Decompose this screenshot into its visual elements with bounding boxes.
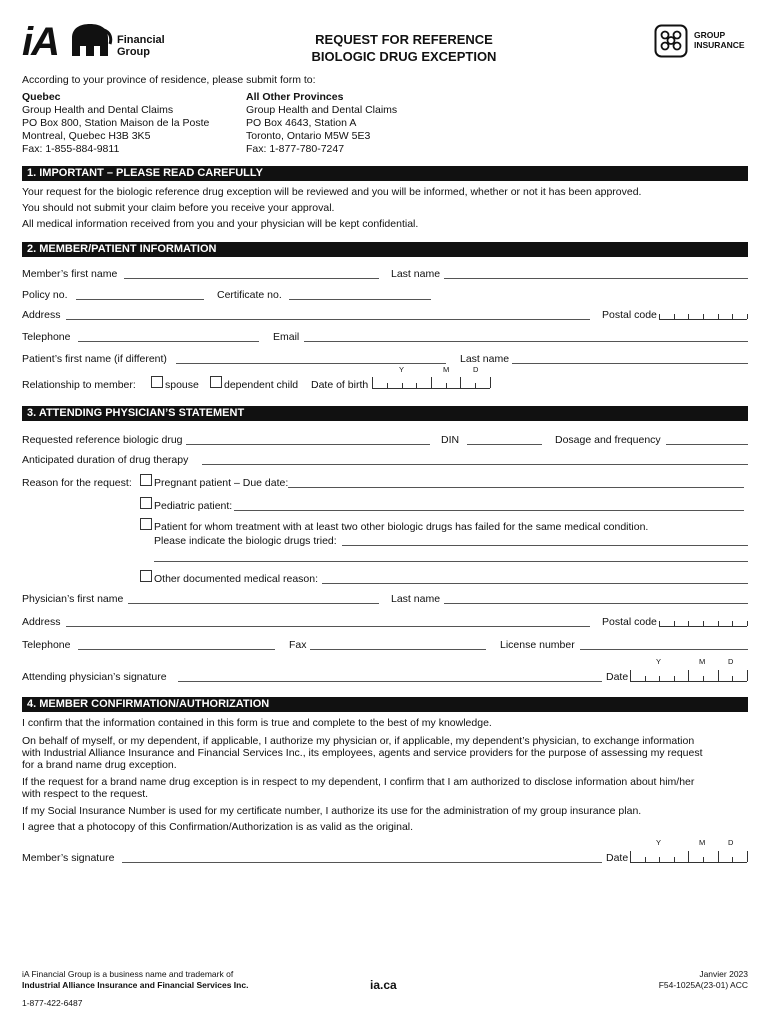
physician-postal-code-field[interactable] <box>659 626 747 627</box>
section1-paragraph-1: Your request for the biologic reference drug exception will be reviewed and you will be informed, whether or not it has been approved. <box>22 186 642 198</box>
section4-paragraph-1: I confirm that the information contained in this form is true and complete to the best of my knowledge. <box>22 717 492 729</box>
member-postal-label: Postal code <box>602 309 657 321</box>
dependent-child-checkbox[interactable] <box>210 376 222 388</box>
dob-year-label: Y <box>399 365 405 374</box>
other-reason-label: Other documented medical reason: <box>154 573 319 585</box>
member-first-name-field[interactable] <box>124 278 379 279</box>
patient-first-name-field[interactable] <box>176 363 446 364</box>
form-title-line2: BIOLOGIC DRUG EXCEPTION <box>311 49 497 64</box>
date-of-birth-label: Date of birth <box>311 379 369 391</box>
quebec-fax: Fax: 1-855-884-9811 <box>22 143 120 155</box>
member-date-day-label: D <box>728 838 734 847</box>
footer-form-code: F54-1025A(23-01) ACC <box>658 980 748 990</box>
dosage-label: Dosage and frequency <box>555 434 661 446</box>
spouse-label: spouse <box>165 379 199 391</box>
physician-first-name-field[interactable] <box>128 603 379 604</box>
member-signature-field[interactable] <box>122 862 602 863</box>
physician-signature-field[interactable] <box>178 681 602 682</box>
phys-date-day-label: D <box>728 657 734 666</box>
physician-fax-field[interactable] <box>310 649 486 650</box>
drugs-tried-field-1[interactable] <box>342 545 748 546</box>
member-telephone-field[interactable] <box>78 341 259 342</box>
member-address-field[interactable] <box>66 319 590 320</box>
pregnant-due-date-field[interactable] <box>288 487 744 488</box>
footer-trademark-line1: iA Financial Group is a business name and trademark of <box>22 969 234 979</box>
requested-drug-label: Requested reference biologic drug <box>22 434 183 446</box>
license-number-field[interactable] <box>580 649 748 650</box>
pediatric-field[interactable] <box>234 510 744 511</box>
footer-website-link[interactable]: ia.ca <box>370 978 397 992</box>
physician-date-label: Date <box>606 671 629 683</box>
section4-paragraph-2b: with Industrial Alliance Insurance and Financial Services Inc., its employees, agents and service providers for the purpose of assessing my request <box>22 747 703 759</box>
member-first-name-label: Member’s first name <box>22 268 118 280</box>
section4-paragraph-2c: for a brand name drug exception. <box>22 759 177 771</box>
logo-text-group: Group <box>117 46 150 58</box>
member-last-name-field[interactable] <box>444 278 748 279</box>
elephant-logo-icon <box>66 22 114 60</box>
din-label: DIN <box>441 434 460 446</box>
section4-header: 4. MEMBER CONFIRMATION/AUTHORIZATION <box>22 697 748 712</box>
patient-last-name-label: Last name <box>460 353 510 365</box>
other-address-line2: PO Box 4643, Station A <box>246 117 357 129</box>
policy-label: Policy no. <box>22 289 68 301</box>
certificate-label: Certificate no. <box>217 289 282 301</box>
spouse-checkbox[interactable] <box>151 376 163 388</box>
section1-paragraph-2: You should not submit your claim before you receive your approval. <box>22 202 335 214</box>
dependent-child-label: dependent child <box>224 379 299 391</box>
relationship-label: Relationship to member: <box>22 379 136 391</box>
requested-drug-field[interactable] <box>186 444 430 445</box>
ia-logo-mark: iA <box>22 20 58 64</box>
physician-last-name-field[interactable] <box>444 603 748 604</box>
certificate-field[interactable] <box>289 299 431 300</box>
physician-fax-label: Fax <box>289 639 307 651</box>
other-fax: Fax: 1-877-780-7247 <box>246 143 345 155</box>
member-date-month-label: M <box>699 838 706 847</box>
section2-header: 2. MEMBER/PATIENT INFORMATION <box>22 242 748 257</box>
other-address-line3: Toronto, Ontario M5W 5E3 <box>246 130 371 142</box>
submit-intro: According to your province of residence, please submit form to: <box>22 74 316 86</box>
physician-address-field[interactable] <box>66 626 590 627</box>
section4-paragraph-3a: If the request for a brand name drug exception is in respect to my dependent, I confirm that I am authorized to disclose information about him/her <box>22 776 695 788</box>
section1-paragraph-3: All medical information received from you and your physician will be kept confidential. <box>22 218 419 230</box>
duration-field[interactable] <box>202 464 748 465</box>
group-insurance-icon <box>654 24 688 58</box>
footer-phone: 1-877-422-6487 <box>22 998 83 1008</box>
failed-treatment-checkbox[interactable] <box>140 518 152 530</box>
physician-signature-label: Attending physician’s signature <box>22 671 167 683</box>
member-date-field[interactable] <box>630 862 747 863</box>
pregnant-checkbox[interactable] <box>140 474 152 486</box>
other-address-line1: Group Health and Dental Claims <box>246 104 398 116</box>
din-field[interactable] <box>467 444 542 445</box>
form-title-line1: REQUEST FOR REFERENCE <box>315 32 493 47</box>
phys-date-month-label: M <box>699 657 706 666</box>
group-insurance-label-1: GROUP <box>694 30 726 40</box>
member-date-label: Date <box>606 852 629 864</box>
dob-month-label: M <box>443 365 450 374</box>
section4-paragraph-5: I agree that a photocopy of this Confirmation/Authorization is as valid as the original. <box>22 821 414 833</box>
section1-header: 1. IMPORTANT – PLEASE READ CAREFULLY <box>22 166 748 181</box>
reason-label: Reason for the request: <box>22 477 132 489</box>
section4-paragraph-3b: with respect to the request. <box>22 788 149 800</box>
phys-date-year-label: Y <box>656 657 662 666</box>
quebec-address-line2: PO Box 800, Station Maison de la Poste <box>22 117 210 129</box>
footer-trademark-line2: Industrial Alliance Insurance and Financial Services Inc. <box>22 980 249 990</box>
group-insurance-label-2: INSURANCE <box>694 40 745 50</box>
section3-header: 3. ATTENDING PHYSICIAN’S STATEMENT <box>22 406 748 421</box>
physician-postal-label: Postal code <box>602 616 657 628</box>
logo-text-financial: Financial <box>117 34 165 46</box>
other-provinces-heading: All Other Provinces <box>246 91 344 103</box>
member-email-label: Email <box>273 331 300 343</box>
physician-address-label: Address <box>22 616 61 628</box>
failed-treatment-label: Patient for whom treatment with at least two other biologic drugs has failed for the same medical condition. <box>154 521 649 533</box>
physician-last-name-label: Last name <box>391 593 441 605</box>
footer-date: Janvier 2023 <box>699 969 748 979</box>
section4-paragraph-4: If my Social Insurance Number is used for my certificate number, I authorize its use for the administration of my group insurance plan. <box>22 805 642 817</box>
member-email-field[interactable] <box>304 341 748 342</box>
quebec-address-line3: Montreal, Quebec H3B 3K5 <box>22 130 151 142</box>
member-telephone-label: Telephone <box>22 331 71 343</box>
member-address-label: Address <box>22 309 61 321</box>
pregnant-label: Pregnant patient – Due date: <box>154 477 289 489</box>
duration-label: Anticipated duration of drug therapy <box>22 454 189 466</box>
physician-date-field[interactable] <box>630 681 747 682</box>
quebec-heading: Quebec <box>22 91 61 103</box>
pediatric-checkbox[interactable] <box>140 497 152 509</box>
policy-field[interactable] <box>76 299 204 300</box>
drugs-tried-label: Please indicate the biologic drugs tried: <box>154 535 337 547</box>
member-last-name-label: Last name <box>391 268 441 280</box>
physician-first-name-label: Physician’s first name <box>22 593 124 605</box>
patient-last-name-field[interactable] <box>512 363 748 364</box>
member-signature-label: Member’s signature <box>22 852 115 864</box>
date-of-birth-field[interactable] <box>372 388 490 389</box>
member-postal-code-field[interactable] <box>659 319 747 320</box>
quebec-address-line1: Group Health and Dental Claims <box>22 104 174 116</box>
physician-telephone-label: Telephone <box>22 639 71 651</box>
patient-first-name-label: Patient’s first name (if different) <box>22 353 167 365</box>
pediatric-label: Pediatric patient: <box>154 500 233 512</box>
physician-telephone-field[interactable] <box>78 649 275 650</box>
member-date-year-label: Y <box>656 838 662 847</box>
section4-paragraph-2a: On behalf of myself, or my dependent, if applicable, I authorize my physician or, if applicable, my dependent’s physician, to exchange information <box>22 735 695 747</box>
license-number-label: License number <box>500 639 575 651</box>
other-reason-checkbox[interactable] <box>140 570 152 582</box>
dob-day-label: D <box>473 365 479 374</box>
drugs-tried-field-2[interactable] <box>154 561 748 562</box>
other-reason-field[interactable] <box>322 583 748 584</box>
dosage-field[interactable] <box>666 444 748 445</box>
